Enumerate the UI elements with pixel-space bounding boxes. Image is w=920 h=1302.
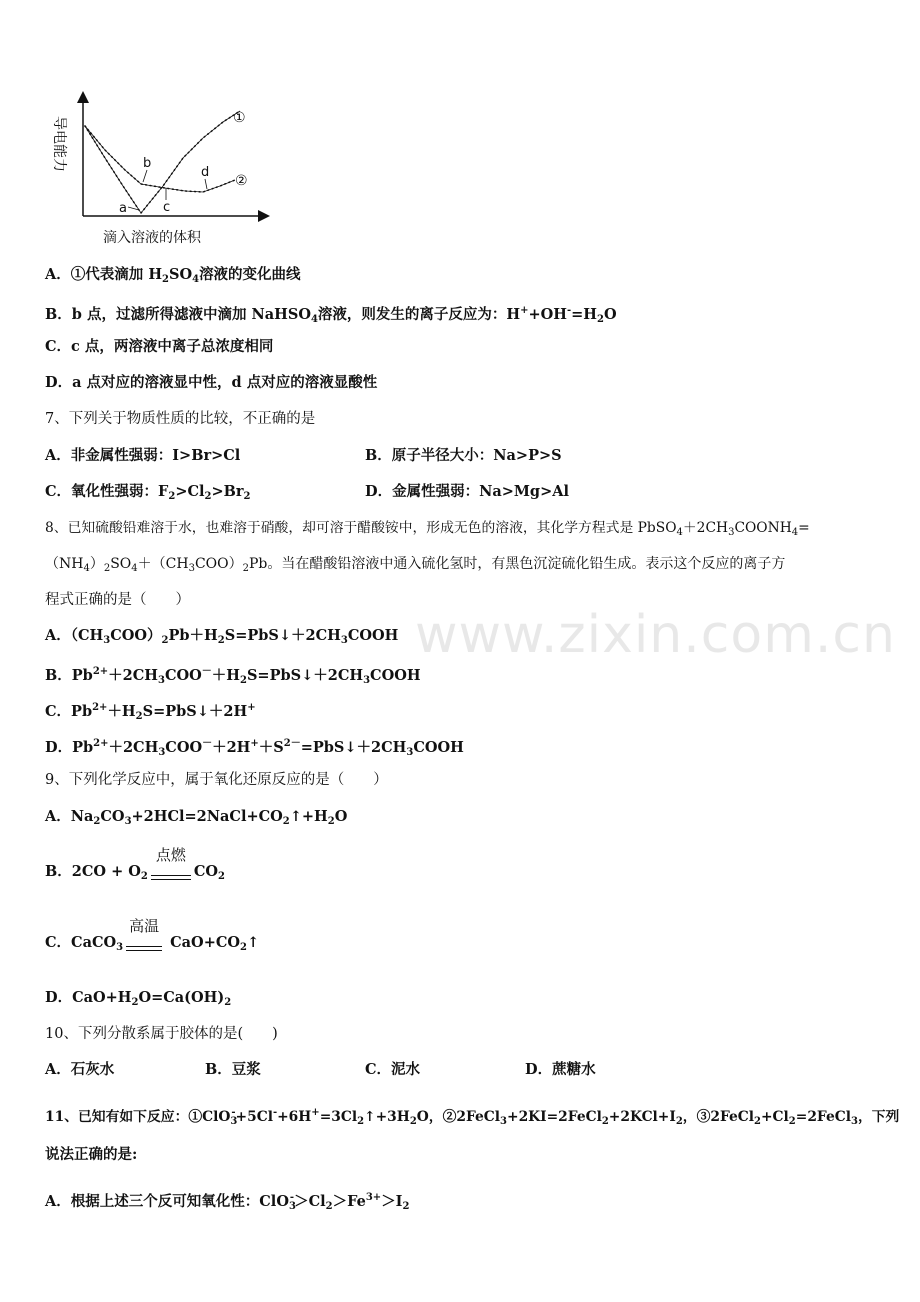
reaction-condition-ignite: 点燃 <box>151 867 191 887</box>
q7-row-2 <box>45 482 569 507</box>
q8-stem-line-2: $(NH_4)_2SO_4+(CH_3COO)_2Pb$。当在醋酸铅溶液中通入硫化氢时，有黑色沉淀硫化铅生成。表示这个反应的离子方 <box>45 556 786 574</box>
q7-option-b: B．原子半径大小：Na>P>S <box>365 447 562 464</box>
q7-stem: 7、下列关于物质性质的比较，不正确的是 <box>45 411 316 427</box>
y-axis-label: 导电能力 <box>51 116 67 172</box>
q8-option-a: A．$(CH_3COO)_2Pb+H_2S=PbS↓+2CH_3COOH$ <box>45 627 399 646</box>
curve-1-label: ① <box>233 110 246 126</box>
q8-option-d: D．$Pb^{2+}+2CH_3COO^-+2H^++S^{2-}=PbS↓+2CH_3COOH$ <box>45 738 464 758</box>
q9-option-c: C．CaCO$_3$ 高温 $CaO+CO_2↑$ <box>45 933 259 958</box>
q7-option-c: C．氧化性强弱：$F_2>Cl_2>Br_2$ <box>45 483 251 502</box>
point-c-label: c <box>163 200 171 215</box>
reaction-condition-high-temp: 高温 <box>126 938 162 958</box>
curve-2-solid <box>85 126 235 192</box>
q8-stem-line-3: 程式正确的是（ ） <box>45 592 190 608</box>
point-d-leader <box>205 179 207 189</box>
q10-options <box>45 1060 645 1082</box>
q9-option-b: B．$2CO + O_2$ 点燃 $CO_2$ <box>45 862 225 887</box>
conductivity-figure <box>45 88 285 253</box>
q9-option-a: A．$Na_2CO_3+2HCl=2NaCl+CO_2↑+H_2O$ <box>45 808 348 827</box>
point-b-leader <box>143 170 147 182</box>
watermark: www.zixin.com.cn <box>415 605 896 665</box>
q10-option-a: A．石灰水 <box>45 1061 115 1078</box>
point-a-label: a <box>119 201 127 216</box>
curve-2-label: ② <box>235 173 248 189</box>
q11-stem-line-2: 说法正确的是: <box>45 1146 138 1163</box>
q8-stem-line-1: 8、已知硫酸铅难溶于水，也难溶于硝酸，却可溶于醋酸铵中，形成无色的溶液，其化学方程式是 $PbSO_4+2CH_3COONH_4=$ <box>45 520 810 538</box>
curve-2 <box>85 126 235 192</box>
q10-stem: 10、下列分散系属于胶体的是( ) <box>45 1026 278 1042</box>
q9-option-d: D．$CaO+H_2O=Ca(OH)_2$ <box>45 989 232 1008</box>
q10-option-c: C．泥水 <box>365 1061 421 1078</box>
q7-option-a: A．非金属性强弱：I>Br>Cl <box>45 447 241 464</box>
q6-option-b: B．b 点，过滤所得滤液中滴加 NaHSO$_4$溶液，则发生的离子反应为：$H^++OH^-=H_2O$ <box>45 305 617 325</box>
q10-option-d: D．蔗糖水 <box>525 1061 596 1078</box>
q9-stem: 9、下列化学反应中，属于氧化还原反应的是（ ） <box>45 772 388 788</box>
curve-1-solid <box>85 111 240 213</box>
q8-option-b: B．$Pb^{2+}+2CH_3COO^-+H_2S=PbS↓+2CH_3COOH$ <box>45 666 421 686</box>
q7-option-d: D．金属性强弱：Na>Mg>Al <box>365 483 569 500</box>
curve-1 <box>85 111 240 213</box>
q10-option-b: B．豆浆 <box>205 1061 261 1078</box>
point-d-label: d <box>201 165 210 180</box>
x-axis-label: 滴入溶液的体积 <box>103 230 201 246</box>
q11-stem-line-1: 11、已知有如下反应：$①ClO_3^-+5Cl^-+6H^+=3Cl_2↑+3H_2O$，$②2FeCl_3+2KI=2FeCl_2+2KCl+I_2$，$③2FeCl_2+Cl_2=2FeCl_3$，下列 <box>45 1107 900 1127</box>
q7-row-1 <box>45 446 562 466</box>
q8-option-c: C．$Pb^{2+}+H_2S=PbS↓+2H^+$ <box>45 702 256 722</box>
q6-option-d: D．a 点对应的溶液显中性，d 点对应的溶液显酸性 <box>45 374 378 391</box>
q11-option-a: A．根据上述三个反可知氧化性：$ClO_3^->Cl_2>Fe^{3+}>I_2$ <box>45 1192 410 1212</box>
q6-option-a: A．①代表滴加 $H_2SO_4$溶液的变化曲线 <box>45 266 301 285</box>
q6-option-c: C．c 点，两溶液中离子总浓度相同 <box>45 338 274 355</box>
point-b-label: b <box>143 156 152 171</box>
